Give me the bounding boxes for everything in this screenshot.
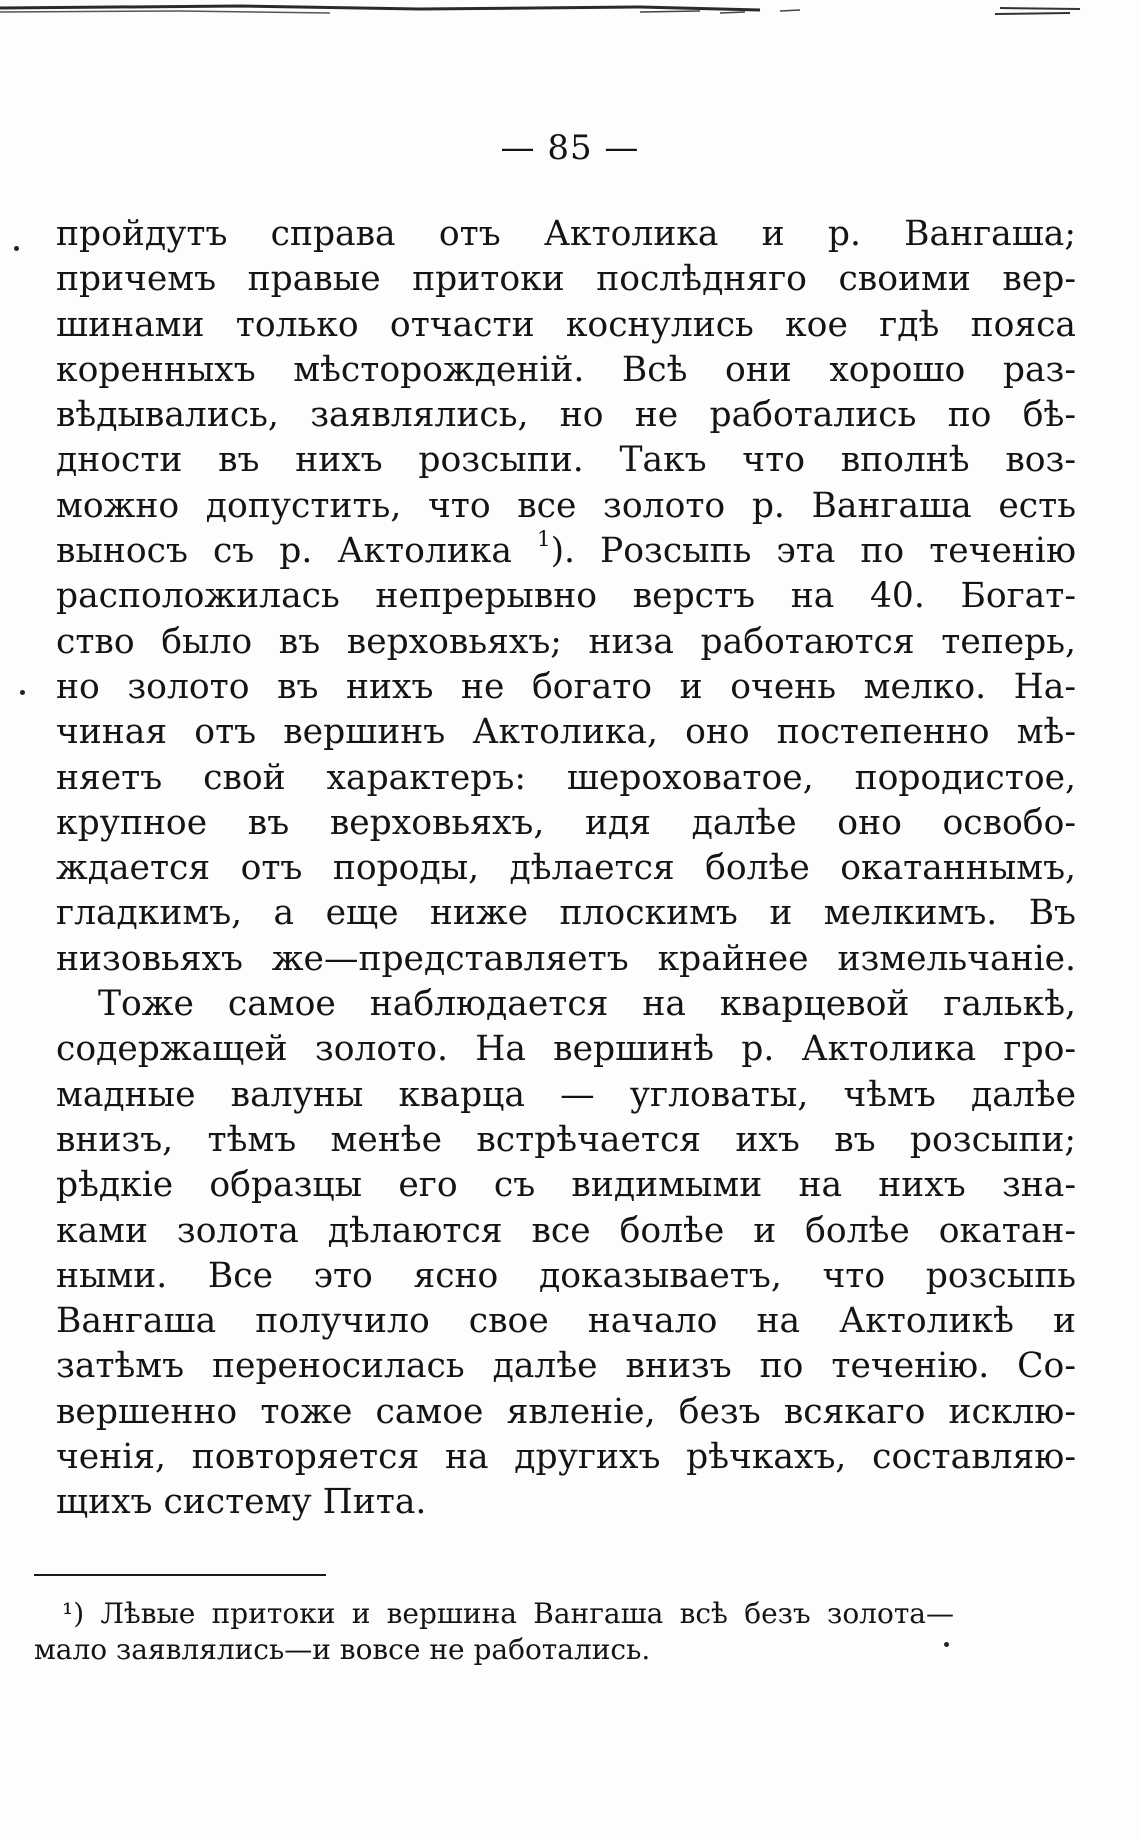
text-line: вѣдывались, заявлялись, но не работались по бѣ- xyxy=(56,395,1076,436)
text-line: затѣмъ переносилась далѣе внизъ по теченію. Со- xyxy=(56,1346,1076,1387)
text-line: дности въ нихъ розсыпи. Такъ что вполнѣ воз- xyxy=(56,440,1076,481)
text-line: чиная отъ вершинъ Актолика, оно постепенно мѣ- xyxy=(56,712,1076,753)
text-line: рѣдкіе образцы его съ видимыми на нихъ зна- xyxy=(56,1165,1076,1206)
footnote-line: мало заявлялись—и вовсе не работались. xyxy=(34,1633,651,1666)
text-line: ными. Все это ясно доказываетъ, что розсыпь xyxy=(56,1255,1076,1296)
footnote-line xyxy=(34,1596,954,1632)
page-number: — 85 — xyxy=(500,128,640,168)
scan-edge-artifact xyxy=(0,0,1140,26)
text-line: причемъ правые притоки послѣдняго своими вер- xyxy=(56,259,1076,300)
text-line: ками золота дѣлаются все болѣе и болѣе окатан- xyxy=(56,1210,1076,1251)
print-speck xyxy=(944,1642,949,1647)
text-line: Вангаша получило свое начало на Актоликѣ и xyxy=(56,1301,1076,1342)
footnote-marker: ¹) xyxy=(62,1597,85,1630)
text-line: шинами только отчасти коснулись кое гдѣ пояса xyxy=(56,304,1076,345)
text-line: крупное въ верховьяхъ, идя далѣе оно освобо- xyxy=(56,802,1076,843)
text-line: ство было въ верховьяхъ; низа работаются теперь, xyxy=(56,621,1076,662)
text-line: ждается отъ породы, дѣлается болѣе окатаннымъ, xyxy=(56,848,1076,889)
text-line: но золото въ нихъ не богато и очень мелко. На- xyxy=(56,666,1076,707)
text-segment: выносъ съ р. Актолика xyxy=(56,531,512,572)
text-line: мадные валуны кварца — угловаты, чѣмъ далѣе xyxy=(56,1074,1076,1115)
text-line: коренныхъ мѣсторожденій. Всѣ они хорошо раз- xyxy=(56,349,1076,390)
footnote-text: Лѣвые притоки и вершина Вангаша всѣ безъ золота— xyxy=(100,1597,955,1630)
text-line: вершенно тоже самое явленіе, безъ всякаго исклю- xyxy=(56,1391,1076,1432)
print-speck xyxy=(20,690,25,695)
text-line: пройдутъ справа отъ Актолика и р. Вангаша; xyxy=(56,214,1076,254)
text-line: расположилась непрерывно верстъ на 40. Богат- xyxy=(56,576,1076,617)
text-segment: ). Розсыпь эта по теченію xyxy=(550,531,1076,572)
text-line: гладкимъ, а еще ниже плоскимъ и мелкимъ. Въ xyxy=(56,893,1076,934)
text-line: содержащей золото. На вершинѣ р. Актолика гро- xyxy=(56,1029,1076,1070)
footnote-divider xyxy=(34,1574,326,1576)
paragraph-start-line: Тоже самое наблюдается на кварцевой галькѣ, xyxy=(98,984,1076,1025)
footnote-reference: 1 xyxy=(536,527,551,553)
text-line: низовьяхъ же—представляетъ крайнее измельчаніе. xyxy=(56,938,1076,979)
print-speck xyxy=(14,246,19,251)
text-line: щихъ систему Пита. xyxy=(56,1482,427,1523)
text-line: можно допустить, что все золото р. Вангаша есть xyxy=(56,485,1076,526)
text-line: внизъ, тѣмъ менѣе встрѣчается ихъ въ розсыпи; xyxy=(56,1119,1076,1160)
body-text xyxy=(56,212,1076,1526)
footnote xyxy=(34,1596,954,1668)
text-line: няетъ свой характеръ: шероховатое, породистое, xyxy=(56,757,1076,798)
text-line-with-footnote-ref xyxy=(56,529,1076,574)
text-line: ченія, повторяется на другихъ рѣчкахъ, составляю- xyxy=(56,1437,1076,1478)
